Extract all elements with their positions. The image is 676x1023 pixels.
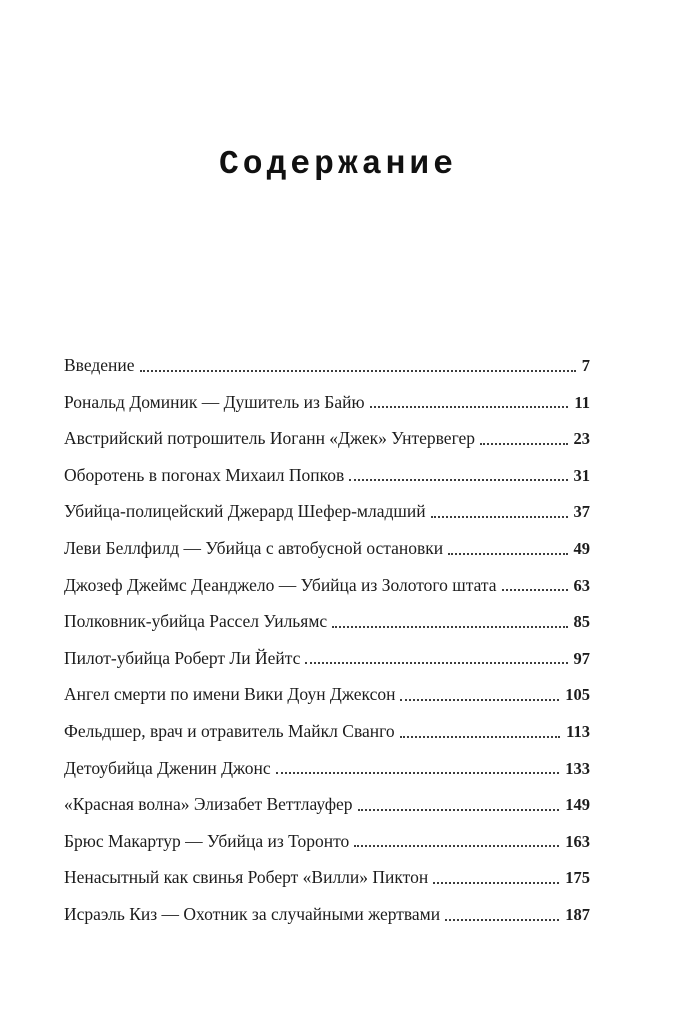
- toc-entry-page: 37: [573, 502, 590, 522]
- page-title: Содержание: [218, 146, 458, 183]
- toc-entry-label: «Красная волна» Элизабет Веттлауфер: [64, 794, 353, 815]
- toc-row: [64, 744, 590, 781]
- toc-entry-page: 175: [565, 868, 590, 888]
- toc-row: [64, 378, 590, 415]
- toc-entry-label: Леви Беллфилд — Убийца с автобусной остановки: [64, 538, 444, 559]
- toc-entry-label: Оборотень в погонах Михаил Попков: [64, 464, 345, 485]
- toc-entry-label: Джозеф Джеймс Деанджело — Убийца из Золотого штата: [64, 574, 497, 595]
- toc-entry-label: Австрийский потрошитель Иоганн «Джек» Унтервегер: [64, 428, 476, 449]
- toc-row: [64, 341, 590, 378]
- dot-leader: [400, 736, 561, 738]
- dot-leader: [433, 882, 559, 884]
- toc-row: [64, 707, 590, 744]
- toc-entry-page: 187: [565, 905, 590, 924]
- toc-entry-label: Пилот-убийца Роберт Ли Йейтс: [64, 647, 301, 668]
- dot-leader: [480, 443, 567, 445]
- toc-entry-label: Ненасытный как свинья Роберт «Вилли» Пиктон: [64, 867, 429, 888]
- toc-entry-page: 105: [565, 685, 590, 705]
- toc-row: [64, 414, 590, 451]
- toc-entry-page: 113: [566, 722, 590, 742]
- toc-row: [64, 890, 590, 927]
- toc-entry-label: Фельдшер, врач и отравитель Майкл Сванго: [64, 721, 395, 742]
- toc-row: [64, 487, 590, 524]
- dot-leader: [349, 479, 567, 481]
- toc-row: [64, 780, 590, 817]
- toc-row: [64, 597, 590, 634]
- toc-row: [64, 561, 590, 598]
- toc-entry-label: Исраэль Киз — Охотник за случайными жертвами: [64, 904, 441, 924]
- dot-leader: [332, 626, 567, 628]
- toc-entry-page: 85: [573, 612, 590, 632]
- toc-entry-label: Убийца-полицейский Джерард Шефер-младший: [64, 501, 426, 522]
- dot-leader: [354, 845, 559, 847]
- dot-leader: [448, 553, 567, 555]
- dot-leader: [370, 406, 569, 408]
- table-of-contents: [64, 341, 590, 927]
- toc-row: [64, 451, 590, 488]
- dot-leader: [140, 370, 576, 372]
- toc-row: [64, 634, 590, 671]
- dot-leader: [358, 809, 560, 811]
- toc-entry-label: Рональд Доминик — Душитель из Байю: [64, 391, 365, 412]
- dot-leader: [276, 772, 560, 774]
- toc-row: [64, 817, 590, 854]
- toc-entry-page: 11: [574, 392, 590, 412]
- dot-leader: [502, 589, 568, 591]
- toc-entry-label: Ангел смерти по имени Вики Доун Джексон: [64, 684, 396, 705]
- toc-entry-page: 49: [573, 539, 590, 559]
- dot-leader: [445, 919, 559, 921]
- toc-entry-page: 23: [573, 429, 590, 449]
- toc-row: [64, 670, 590, 707]
- toc-row: [64, 524, 590, 561]
- dot-leader: [400, 699, 559, 701]
- toc-entry-label: Брюс Макартур — Убийца из Торонто: [64, 830, 350, 851]
- toc-entry-page: 63: [573, 575, 590, 595]
- toc-row: [64, 853, 590, 890]
- toc-entry-label: Введение: [64, 355, 135, 376]
- toc-entry-label: Детоубийца Дженин Джонс: [64, 757, 271, 778]
- toc-entry-page: 163: [565, 831, 590, 851]
- dot-leader: [431, 516, 568, 518]
- toc-entry-page: 149: [565, 795, 590, 815]
- toc-entry-label: Полковник-убийца Рассел Уильямс: [64, 611, 328, 632]
- dot-leader: [305, 662, 567, 664]
- toc-entry-page: 31: [573, 465, 590, 485]
- toc-entry-page: 97: [573, 648, 590, 668]
- toc-entry-page: 7: [581, 356, 590, 376]
- toc-entry-page: 133: [565, 758, 590, 778]
